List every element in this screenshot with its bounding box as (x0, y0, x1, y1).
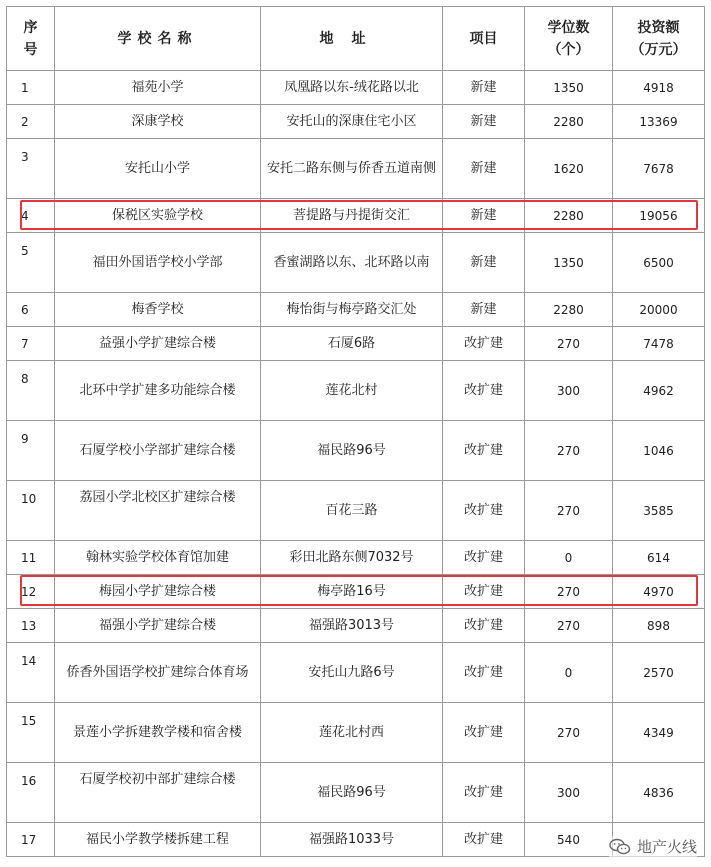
cell-address: 安托山的深康住宅小区 (261, 105, 443, 139)
cell-investment: 3585 (613, 481, 705, 541)
cell-investment: 7678 (613, 139, 705, 199)
cell-investment: 614 (613, 541, 705, 575)
table-row (7, 481, 705, 541)
cell-investment: 7478 (613, 327, 705, 361)
table-row (7, 609, 705, 643)
cell-address: 梅亭路16号 (261, 575, 443, 609)
table-row (7, 643, 705, 703)
cell-seats: 1620 (525, 139, 613, 199)
cell-school: 北环中学扩建多功能综合楼 (55, 361, 261, 421)
cell-address: 彩田北路东侧7032号 (261, 541, 443, 575)
cell-seq: 1 (7, 71, 55, 105)
cell-school: 福强小学扩建综合楼 (55, 609, 261, 643)
cell-project: 改扩建 (443, 703, 525, 763)
cell-project: 新建 (443, 71, 525, 105)
cell-project: 改扩建 (443, 643, 525, 703)
cell-project: 改扩建 (443, 481, 525, 541)
table-row (7, 139, 705, 199)
cell-school: 深康学校 (55, 105, 261, 139)
cell-seq: 6 (7, 293, 55, 327)
cell-seats: 2280 (525, 199, 613, 233)
cell-seats: 0 (525, 541, 613, 575)
cell-project: 改扩建 (443, 327, 525, 361)
cell-investment: 6500 (613, 233, 705, 293)
cell-investment: 4836 (613, 763, 705, 823)
cell-seq: 4 (7, 199, 55, 233)
cell-address: 福民路96号 (261, 763, 443, 823)
table-row (7, 575, 705, 609)
header-row (7, 7, 705, 71)
cell-address: 菩提路与丹提街交汇 (261, 199, 443, 233)
cell-address: 梅怡街与梅亭路交汇处 (261, 293, 443, 327)
cell-project: 新建 (443, 105, 525, 139)
cell-address: 福强路1033号 (261, 823, 443, 857)
cell-investment: 4349 (613, 703, 705, 763)
table-row (7, 71, 705, 105)
cell-seats: 2280 (525, 105, 613, 139)
cell-seats: 270 (525, 421, 613, 481)
cell-seq: 17 (7, 823, 55, 857)
cell-school: 梅园小学扩建综合楼 (55, 575, 261, 609)
table-row (7, 421, 705, 481)
cell-investment: 4918 (613, 71, 705, 105)
cell-seats: 270 (525, 703, 613, 763)
cell-address: 莲花北村西 (261, 703, 443, 763)
cell-seats: 270 (525, 327, 613, 361)
cell-address: 石厦6路 (261, 327, 443, 361)
table-row (7, 541, 705, 575)
cell-seq: 8 (7, 361, 55, 421)
table-row (7, 233, 705, 293)
cell-investment: 19056 (613, 199, 705, 233)
cell-seq: 12 (7, 575, 55, 609)
header-school: 学校名称 (55, 7, 261, 71)
header-seq: 序号 (7, 7, 55, 71)
cell-investment: 4970 (613, 575, 705, 609)
cell-investment: 2570 (613, 643, 705, 703)
cell-seats: 300 (525, 763, 613, 823)
cell-address: 香蜜湖路以东、北环路以南 (261, 233, 443, 293)
cell-seats: 0 (525, 643, 613, 703)
cell-school: 梅香学校 (55, 293, 261, 327)
cell-seq: 11 (7, 541, 55, 575)
table-row (7, 763, 705, 823)
cell-address: 福强路3013号 (261, 609, 443, 643)
cell-school: 福民小学教学楼拆建工程 (55, 823, 261, 857)
wechat-icon (609, 838, 631, 856)
cell-seq: 9 (7, 421, 55, 481)
cell-seats: 540 (525, 823, 613, 857)
watermark-text: 地产火线 (636, 838, 697, 856)
cell-project: 改扩建 (443, 361, 525, 421)
cell-seats: 270 (525, 609, 613, 643)
cell-investment: 4962 (613, 361, 705, 421)
cell-seats: 2280 (525, 293, 613, 327)
cell-address: 安托二路东侧与侨香五道南侧 (261, 139, 443, 199)
cell-address: 安托山九路6号 (261, 643, 443, 703)
cell-project: 新建 (443, 233, 525, 293)
cell-school: 石厦学校初中部扩建综合楼 (55, 763, 261, 823)
cell-seats: 270 (525, 481, 613, 541)
header-address: 地址 (261, 7, 443, 71)
cell-school: 福苑小学 (55, 71, 261, 105)
table-row (7, 293, 705, 327)
table-row (7, 361, 705, 421)
header-project: 项目 (443, 7, 525, 71)
cell-school: 景莲小学拆建教学楼和宿舍楼 (55, 703, 261, 763)
cell-seq: 15 (7, 703, 55, 763)
cell-investment: 20000 (613, 293, 705, 327)
cell-seats: 300 (525, 361, 613, 421)
cell-seats: 1350 (525, 71, 613, 105)
cell-project: 新建 (443, 293, 525, 327)
header-seats: 学位数（个） (525, 7, 613, 71)
table-row (7, 199, 705, 233)
cell-seq: 2 (7, 105, 55, 139)
cell-seq: 5 (7, 233, 55, 293)
cell-seq: 10 (7, 481, 55, 541)
cell-seq: 14 (7, 643, 55, 703)
cell-school: 益强小学扩建综合楼 (55, 327, 261, 361)
cell-project: 改扩建 (443, 609, 525, 643)
cell-school: 荔园小学北校区扩建综合楼 (55, 481, 261, 541)
cell-investment: 1046 (613, 421, 705, 481)
table-row (7, 105, 705, 139)
table-row (7, 327, 705, 361)
cell-project: 新建 (443, 199, 525, 233)
cell-investment: 898 (613, 609, 705, 643)
cell-seq: 7 (7, 327, 55, 361)
cell-investment: 13369 (613, 105, 705, 139)
cell-school: 石厦学校小学部扩建综合楼 (55, 421, 261, 481)
table-row (7, 703, 705, 763)
cell-project: 改扩建 (443, 575, 525, 609)
cell-seq: 3 (7, 139, 55, 199)
cell-project: 改扩建 (443, 541, 525, 575)
cell-school: 保税区实验学校 (55, 199, 261, 233)
cell-project: 新建 (443, 139, 525, 199)
cell-address: 百花三路 (261, 481, 443, 541)
school-projects-table (6, 6, 705, 857)
cell-school: 侨香外国语学校扩建综合体育场 (55, 643, 261, 703)
watermark (609, 836, 697, 857)
cell-seats: 1350 (525, 233, 613, 293)
cell-seq: 16 (7, 763, 55, 823)
cell-address: 福民路96号 (261, 421, 443, 481)
cell-school: 安托山小学 (55, 139, 261, 199)
cell-project: 改扩建 (443, 823, 525, 857)
cell-seq: 13 (7, 609, 55, 643)
cell-project: 改扩建 (443, 763, 525, 823)
cell-address: 凤凰路以东-绒花路以北 (261, 71, 443, 105)
cell-school: 福田外国语学校小学部 (55, 233, 261, 293)
table-row (7, 823, 705, 857)
cell-seats: 270 (525, 575, 613, 609)
cell-address: 莲花北村 (261, 361, 443, 421)
header-investment: 投资额（万元） (613, 7, 705, 71)
cell-school: 翰林实验学校体育馆加建 (55, 541, 261, 575)
cell-project: 改扩建 (443, 421, 525, 481)
